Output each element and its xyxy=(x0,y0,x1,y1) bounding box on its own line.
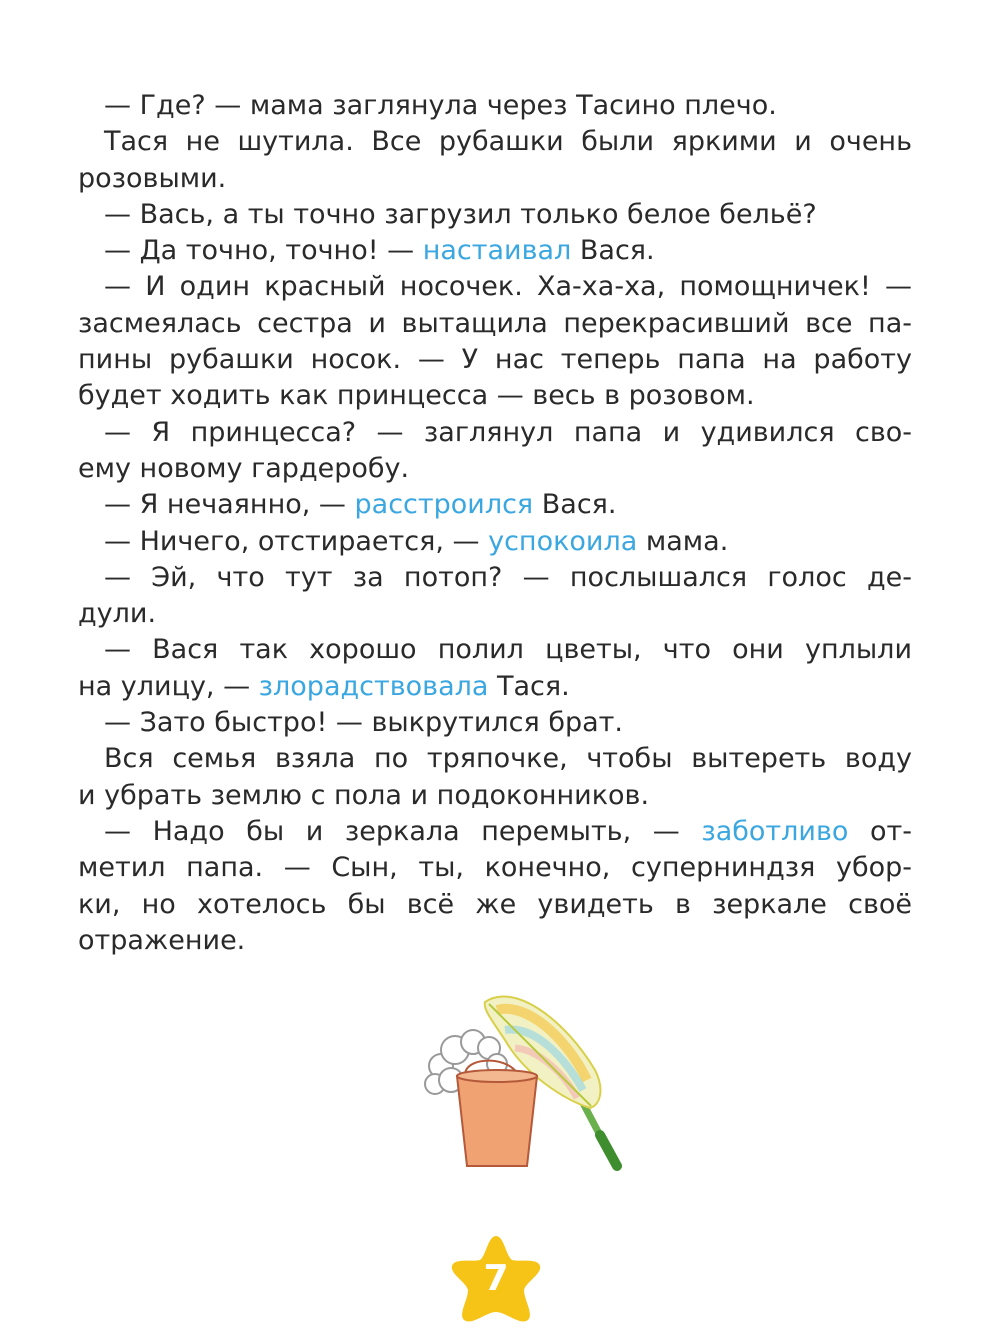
text-line xyxy=(78,487,912,523)
text-line xyxy=(78,524,912,560)
text-line xyxy=(78,233,912,269)
text-fragment: — Да точно, точно! — xyxy=(104,235,423,267)
text-fragment: — И один красный носочек. Ха-ха-ха, помощничек! — xyxy=(104,271,912,303)
text-fragment: Тася не шутила. Все рубашки были яркими и очень xyxy=(104,126,912,158)
text-fragment: на улицу, — xyxy=(78,670,259,702)
bucket-and-duster-illustration xyxy=(405,980,645,1180)
highlighted-word: расстроился xyxy=(354,489,534,521)
text-fragment: розовыми. xyxy=(78,162,227,194)
text-fragment: — Где? — мама заглянула через Тасино плечо. xyxy=(104,90,777,121)
text-fragment: — Эй, что тут за потоп? — послышался голос де- xyxy=(104,561,912,593)
text-line xyxy=(78,197,912,233)
text-fragment: пины рубашки носок. — У нас теперь папа на работу xyxy=(78,344,912,376)
text-line xyxy=(78,124,912,160)
text-line xyxy=(78,778,912,814)
text-line xyxy=(78,378,912,414)
text-line xyxy=(78,342,912,378)
text-fragment: метил папа. — Сын, ты, конечно, суперниндзя убор- xyxy=(78,852,912,884)
text-fragment: от- xyxy=(848,815,912,847)
text-fragment: дули. xyxy=(78,598,157,630)
text-fragment: — Я нечаянно, — xyxy=(104,489,355,521)
text-fragment: Вся семья взяла по тряпочке, чтобы вытереть воду xyxy=(104,743,912,775)
text-fragment: и убрать землю с пола и подоконников. xyxy=(78,779,650,811)
text-fragment: Тася. xyxy=(488,670,570,702)
highlighted-word: заботливо xyxy=(701,815,849,847)
text-fragment: Вася. xyxy=(533,489,617,521)
page-number-badge xyxy=(446,1228,546,1328)
text-line xyxy=(78,923,912,959)
text-line xyxy=(78,850,912,886)
text-fragment: отражение. xyxy=(78,924,246,956)
text-line xyxy=(78,632,912,668)
text-fragment: ки, но хотелось бы всё же увидеть в зеркале своё xyxy=(78,888,912,920)
text-line xyxy=(78,741,912,777)
text-fragment: засмеялась сестра и вытащила перекрасивший все па- xyxy=(78,307,912,339)
text-line xyxy=(78,451,912,487)
text-line xyxy=(78,669,912,705)
text-line xyxy=(78,596,912,632)
bucket-icon xyxy=(457,1061,537,1166)
story-text xyxy=(78,88,912,959)
text-line xyxy=(78,814,912,850)
text-fragment: ему новому гардеробу. xyxy=(78,452,410,484)
text-line xyxy=(78,705,912,741)
text-line xyxy=(78,161,912,197)
highlighted-word: успокоила xyxy=(488,525,638,557)
text-fragment: мама. xyxy=(637,525,729,557)
text-line xyxy=(78,306,912,342)
text-fragment: Вася. xyxy=(571,235,655,267)
text-fragment: будет ходить как принцесса — весь в розовом. xyxy=(78,380,755,412)
text-line xyxy=(78,415,912,451)
text-line xyxy=(78,887,912,923)
text-fragment: — Я принцесса? — заглянул папа и удивился сво- xyxy=(104,416,912,448)
text-fragment: — Вася так хорошо полил цветы, что они уплыли xyxy=(104,634,912,666)
page-number: 7 xyxy=(483,1258,509,1299)
text-line xyxy=(78,88,912,124)
text-fragment: — Надо бы и зеркала перемыть, — xyxy=(104,815,702,847)
text-fragment: — Вась, а ты точно загрузил только белое бельё? xyxy=(104,198,817,230)
highlighted-word: настаивал xyxy=(422,235,572,267)
highlighted-word: злорадствовала xyxy=(258,670,489,702)
text-line xyxy=(78,560,912,596)
text-fragment: — Зато быстро! — выкрутился брат. xyxy=(104,707,623,739)
text-line xyxy=(78,269,912,305)
text-fragment: — Ничего, отстирается, — xyxy=(104,525,489,557)
